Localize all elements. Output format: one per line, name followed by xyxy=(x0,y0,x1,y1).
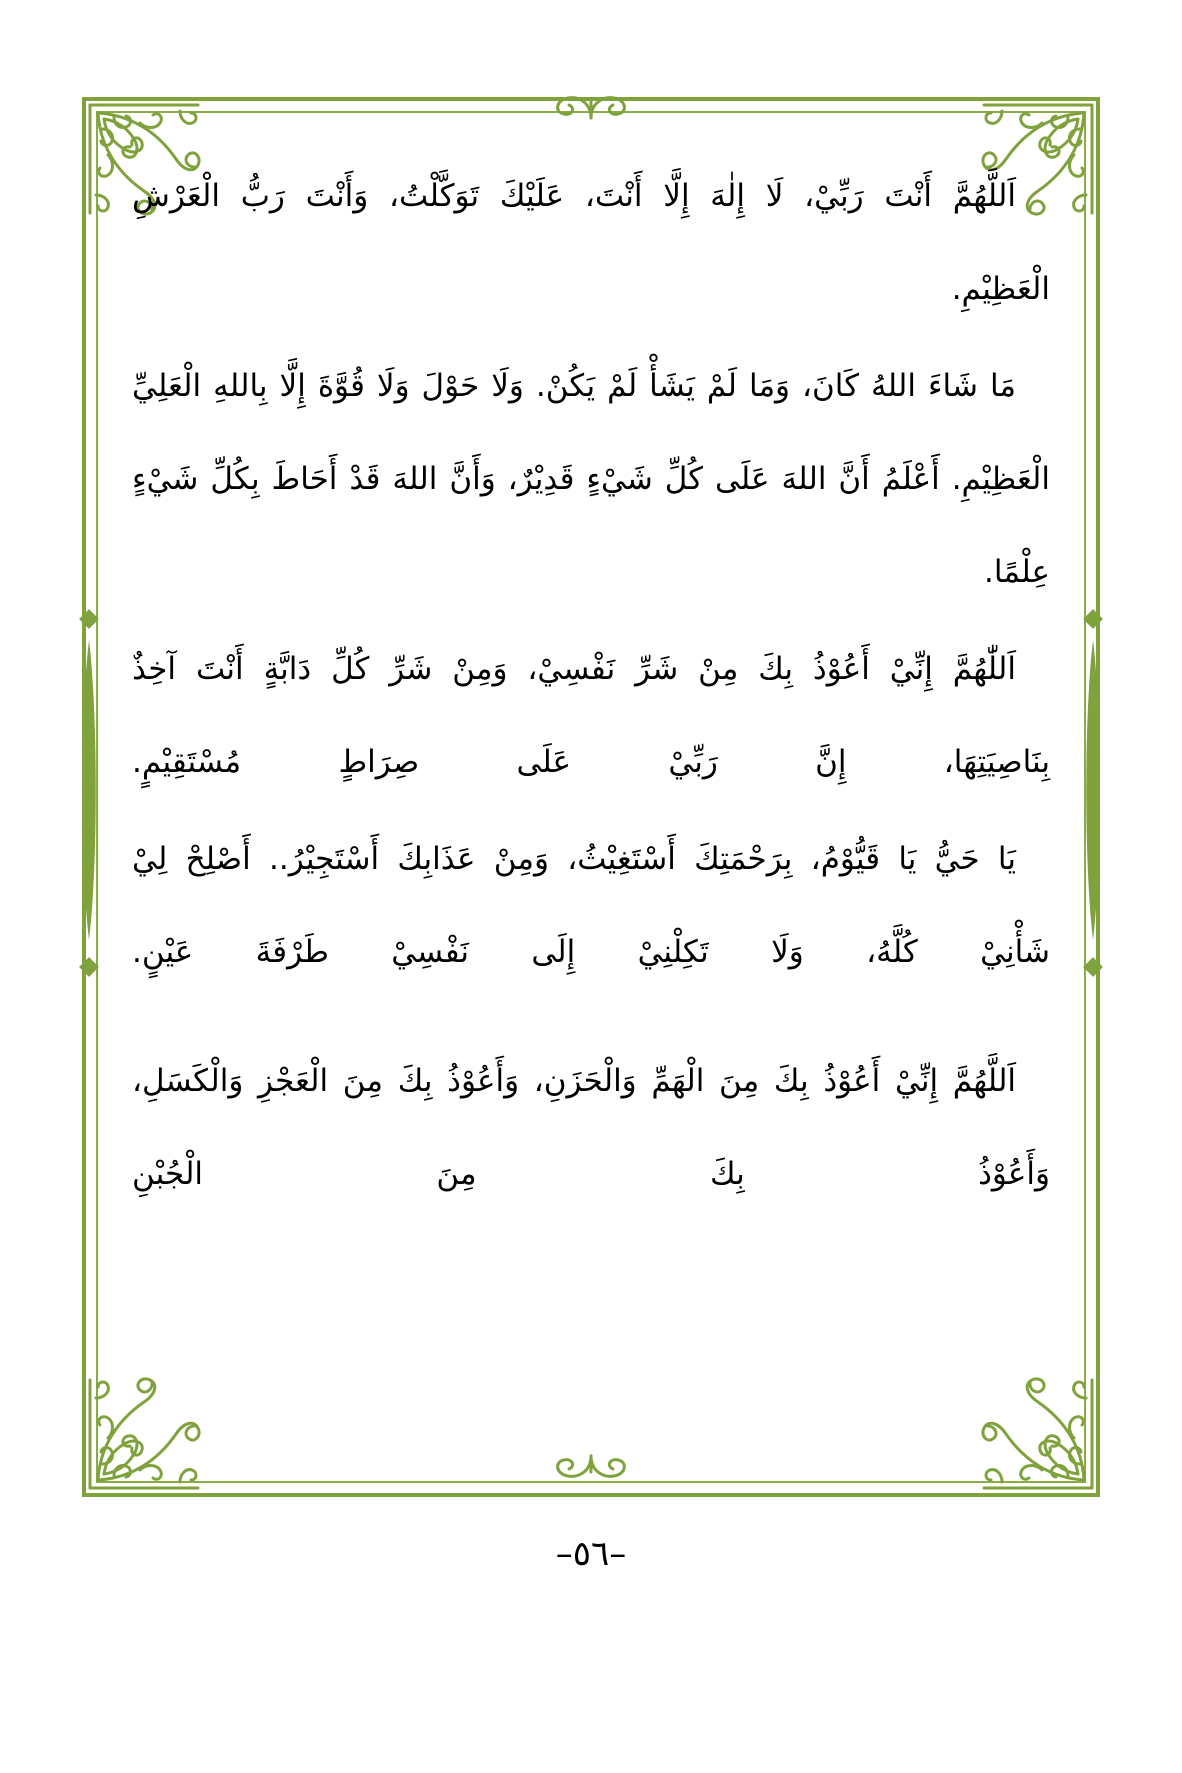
paragraph-dua-sharr-nafsi: اَللّٰهُمَّ إِنِّيْ أَعُوْذُ بِكَ مِنْ شَرِّ نَفْسِيْ، وَمِنْ شَرِّ كُلِّ دَابَّةٍ أَنْتَ آخِذٌ بِنَاصِيَتِهَا، إِنَّ رَبِّيْ عَلَى صِرَاطٍ مُسْتَقِيْمٍ. xyxy=(132,651,1050,780)
paragraph-dua-masha-allah: مَا شَاءَ اللهُ كَانَ، وَمَا لَمْ يَشَأْ لَمْ يَكُنْ. وَلَا حَوْلَ وَلَا قُوَّةَ إِلَّا بِاللهِ الْعَلِيِّ الْعَظِيْمِ. أَعْلَمُ أَنَّ اللهَ عَلَى كُلِّ شَيْءٍ قَدِيْرٌ، وَأَنَّ اللهَ قَدْ أَحَاطَ بِكُلِّ شَيْءٍ عِلْمًا. xyxy=(132,368,1050,590)
paragraph-dua-ya-hayyu: يَا حَيُّ يَا قَيُّوْمُ، بِرَحْمَتِكَ أَسْتَغِيْثُ، وَمِنْ عَذَابِكَ أَسْتَجِيْرُ.. أَصْلِحْ لِيْ شَأْنِيْ كُلَّهُ، وَلَا تَكِلْنِيْ إِلَى نَفْسِيْ طَرْفَةَ عَيْنٍ. xyxy=(132,841,1050,970)
paragraph-dua-tawakkul: اَللَّهُمَّ أَنْتَ رَبِّيْ، لَا إِلٰهَ إِلَّا أَنْتَ، عَلَيْكَ تَوَكَّلْتُ، وَأَنْتَ رَبُّ الْعَرْشِ الْعَظِيْمِ. xyxy=(132,178,1050,307)
bottom-center-ornament xyxy=(496,1454,686,1494)
corner-ornament-bottom-left xyxy=(84,1374,204,1494)
page-text-body xyxy=(132,150,1050,1225)
page-number: –٥٦– xyxy=(555,1534,627,1574)
paragraph-dua-hamm-hazan: اَللَّهُمَّ إِنِّيْ أَعُوْذُ بِكَ مِنَ الْهَمِّ وَالْحَزَنِ، وَأَعُوْذُ بِكَ مِنَ الْعَجْزِ وَالْكَسَلِ، وَأَعُوْذُ بِكَ مِنَ الْجُبْنِ xyxy=(132,1063,1050,1192)
side-leaf-ornament-right xyxy=(1082,640,1104,940)
top-center-ornament xyxy=(496,80,686,120)
corner-ornament-bottom-right xyxy=(978,1374,1098,1494)
side-leaf-ornament-left xyxy=(78,640,100,940)
